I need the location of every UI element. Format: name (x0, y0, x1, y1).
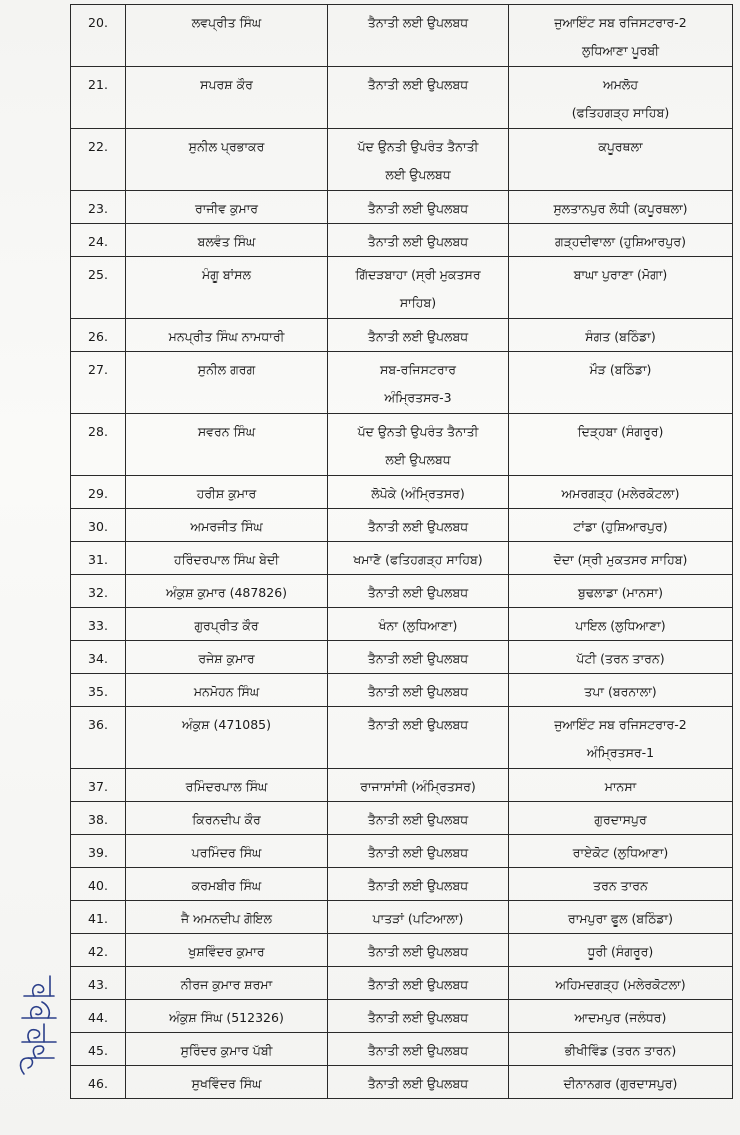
current-posting-line: ਤੈਨਾਤੀ ਲਈ ਉਪਲਬਧ (367, 878, 469, 893)
table-row (71, 224, 733, 257)
new-posting-cell (509, 802, 733, 835)
new-posting-line: ਤਪਾ (ਬਰਨਾਲਾ) (584, 684, 657, 699)
table-row (71, 769, 733, 802)
current-posting-line: ਤੈਨਾਤੀ ਲਈ ਉਪਲਬਧ (367, 585, 469, 600)
current-posting-cell (328, 542, 509, 575)
current-posting-cell (328, 414, 509, 476)
current-posting-line: ਤੈਨਾਤੀ ਲਈ ਉਪਲਬਧ (367, 201, 469, 216)
new-posting-line: ਦੋਦਾ (ਸ੍ਰੀ ਮੁਕਤਸਰ ਸਾਹਿਬ) (553, 552, 688, 567)
new-posting-line: ਰਾਏਕੋਟ (ਲੁਧਿਆਣਾ) (572, 845, 669, 860)
current-posting-line: ਤੈਨਾਤੀ ਲਈ ਉਪਲਬਧ (367, 717, 469, 732)
new-posting-cell (509, 707, 733, 769)
serial-number: 21. (88, 77, 108, 92)
current-posting-line: ਤੈਨਾਤੀ ਲਈ ਉਪਲਬਧ (367, 77, 469, 92)
serial-number: 42. (88, 944, 108, 959)
table-row (71, 901, 733, 934)
new-posting-cell (509, 319, 733, 352)
new-posting-line: ਅੰਮ੍ਰਿਤਸਰ-1 (586, 745, 655, 760)
new-posting-cell (509, 674, 733, 707)
serial-number: 36. (88, 717, 108, 732)
new-posting-line: ਤਰਨ ਤਾਰਨ (593, 878, 648, 893)
serial-number-cell (71, 802, 126, 835)
current-posting-line: ਖਮਾਣੋ (ਫਤਿਹਗੜ੍ਹ ਸਾਹਿਬ) (353, 552, 483, 567)
current-posting-cell (328, 5, 509, 67)
table-row (71, 575, 733, 608)
serial-number: 31. (88, 552, 108, 567)
current-posting-line: ਲੋਪੋਕੇ (ਅੰਮ੍ਰਿਤਸਰ) (371, 486, 465, 501)
current-posting-line: ਗਿੱਦੜਬਾਹਾ (ਸ੍ਰੀ ਮੁਕਤਸਰ (355, 267, 481, 282)
officer-name: ਸੁਨੀਲ ਗਰਗ (197, 362, 256, 377)
new-posting-cell (509, 1000, 733, 1033)
current-posting-line: ਅੰਮ੍ਰਿਤਸਰ-3 (384, 390, 452, 405)
new-posting-line: ਭੀਖੀਵਿੰਡ (ਤਰਨ ਤਾਰਨ) (564, 1043, 677, 1058)
officer-name-cell (126, 129, 328, 191)
new-posting-cell (509, 769, 733, 802)
current-posting-cell (328, 575, 509, 608)
serial-number-cell (71, 934, 126, 967)
serial-number-cell (71, 769, 126, 802)
serial-number-cell (71, 129, 126, 191)
serial-number: 35. (88, 684, 108, 699)
new-posting-line: ਬੁਢਲਾਡਾ (ਮਾਨਸਾ) (578, 585, 663, 600)
officer-name: ਕਰਮਬੀਰ ਸਿੰਘ (191, 878, 262, 893)
officer-name: ਰਾਜੀਵ ਕੁਮਾਰ (194, 201, 259, 216)
new-posting-cell (509, 868, 733, 901)
officer-name-cell (126, 608, 328, 641)
current-posting-line: ਪੱਦ ਉਨਤੀ ਉਪਰੰਤ ਤੈਨਾਤੀ (357, 139, 479, 154)
serial-number: 44. (88, 1010, 108, 1025)
serial-number: 30. (88, 519, 108, 534)
officer-name: ਲਵਪ੍ਰੀਤ ਸਿੰਘ (191, 15, 262, 30)
new-posting-line: ਪੱਟੀ (ਤਰਨ ਤਾਰਨ) (576, 651, 665, 666)
officer-name: ਮਨਪ੍ਰੀਤ ਸਿੰਘ ਨਾਮਧਾਰੀ (168, 329, 285, 344)
new-posting-cell (509, 414, 733, 476)
new-posting-line: ਬਾਘਾ ਪੁਰਾਣਾ (ਮੋਗਾ) (573, 267, 668, 282)
table-row (71, 802, 733, 835)
current-posting-line: ਤੈਨਾਤੀ ਲਈ ਉਪਲਬਧ (367, 1043, 469, 1058)
new-posting-line: ਆਦਮਪੁਰ (ਜਲੰਧਰ) (574, 1010, 667, 1025)
officer-name: ਸੁਨੀਲ ਪ੍ਰਭਾਕਰ (188, 139, 265, 154)
table-row (71, 967, 733, 1000)
serial-number-cell (71, 352, 126, 414)
officer-name: ਰਮਿੰਦਰਪਾਲ ਸਿੰਘ (185, 779, 268, 794)
current-posting-line: ਤੈਨਾਤੀ ਲਈ ਉਪਲਬਧ (367, 15, 469, 30)
new-posting-line: ਮੌੜ (ਬਠਿੰਡਾ) (589, 362, 652, 377)
officer-name: ਜੈ ਅਮਨਦੀਪ ਗੋਇਲ (180, 911, 272, 926)
officer-name: ਅੰਕੁਸ਼ (471085) (181, 717, 272, 732)
officer-name-cell (126, 934, 328, 967)
officer-name-cell (126, 835, 328, 868)
officer-name-cell (126, 967, 328, 1000)
current-posting-cell (328, 901, 509, 934)
table-row (71, 1033, 733, 1066)
serial-number: 25. (88, 267, 108, 282)
officer-name: ਨੀਰਜ ਕੁਮਾਰ ਸ਼ਰਮਾ (180, 977, 273, 992)
officer-name-cell (126, 1066, 328, 1099)
new-posting-cell (509, 835, 733, 868)
officer-name-cell (126, 674, 328, 707)
current-posting-cell (328, 257, 509, 319)
serial-number: 46. (88, 1076, 108, 1091)
table-row (71, 641, 733, 674)
serial-number-cell (71, 608, 126, 641)
serial-number-cell (71, 1066, 126, 1099)
current-posting-line: ਤੈਨਾਤੀ ਲਈ ਉਪਲਬਧ (367, 1076, 469, 1091)
serial-number-cell (71, 67, 126, 129)
serial-number-cell (71, 901, 126, 934)
serial-number: 27. (88, 362, 108, 377)
serial-number: 34. (88, 651, 108, 666)
officer-name: ਅਮਰਜੀਤ ਸਿੰਘ (190, 519, 263, 534)
serial-number-cell (71, 674, 126, 707)
current-posting-cell (328, 674, 509, 707)
serial-number: 33. (88, 618, 108, 633)
current-posting-cell (328, 769, 509, 802)
new-posting-line: ਸੁਲਤਾਨਪੁਰ ਲੋਧੀ (ਕਪੂਰਥਲਾ) (553, 201, 688, 216)
new-posting-cell (509, 934, 733, 967)
handwritten-signature (10, 962, 70, 1082)
officer-name-cell (126, 1000, 328, 1033)
table-row (71, 835, 733, 868)
table-row (71, 1000, 733, 1033)
officer-name-cell (126, 868, 328, 901)
current-posting-cell (328, 319, 509, 352)
new-posting-line: ਦਿੜ੍ਹਬਾ (ਸੰਗਰੂਰ) (577, 424, 664, 439)
table-row (71, 129, 733, 191)
new-posting-cell (509, 542, 733, 575)
table-row (71, 5, 733, 67)
current-posting-line: ਸਾਹਿਬ) (399, 295, 437, 310)
serial-number-cell (71, 707, 126, 769)
new-posting-line: ਕਪੂਰਥਲਾ (598, 139, 643, 154)
officer-name-cell (126, 319, 328, 352)
current-posting-cell (328, 934, 509, 967)
current-posting-cell (328, 67, 509, 129)
current-posting-cell (328, 707, 509, 769)
table-row (71, 1066, 733, 1099)
officer-name: ਹਰੀਸ਼ ਕੁਮਾਰ (196, 486, 257, 501)
serial-number: 45. (88, 1043, 108, 1058)
current-posting-line: ਲਈ ਉਪਲਬਧ (385, 452, 451, 467)
serial-number: 32. (88, 585, 108, 600)
new-posting-line: ਟਾਂਡਾ (ਹੁਸ਼ਿਆਰਪੁਰ) (573, 519, 668, 534)
current-posting-line: ਰਾਜਾਸਾਂਸੀ (ਅੰਮ੍ਰਿਤਸਰ) (360, 779, 476, 794)
new-posting-line: ਲੁਧਿਆਣਾ ਪੂਰਬੀ (581, 43, 659, 58)
serial-number: 22. (88, 139, 108, 154)
current-posting-cell (328, 476, 509, 509)
serial-number: 24. (88, 234, 108, 249)
new-posting-cell (509, 67, 733, 129)
current-posting-line: ਤੈਨਾਤੀ ਲਈ ਉਪਲਬਧ (367, 329, 469, 344)
serial-number: 40. (88, 878, 108, 893)
officer-name: ਕਿਰਨਦੀਪ ਕੌਰ (192, 812, 261, 827)
officer-name: ਸਪਰਸ਼ ਕੌਰ (200, 77, 253, 92)
table-row (71, 868, 733, 901)
current-posting-line: ਪੱਦ ਉਨਤੀ ਉਪਰੰਤ ਤੈਨਾਤੀ (357, 424, 479, 439)
current-posting-line: ਪਾਤੜਾਂ (ਪਟਿਆਲਾ) (372, 911, 464, 926)
serial-number: 39. (88, 845, 108, 860)
transfer-table (70, 4, 733, 1099)
officer-name: ਸੁਰਿੰਦਰ ਕੁਮਾਰ ਪੱਬੀ (180, 1043, 273, 1058)
officer-name-cell (126, 67, 328, 129)
serial-number: 29. (88, 486, 108, 501)
officer-name-cell (126, 257, 328, 319)
current-posting-cell (328, 608, 509, 641)
officer-name-cell (126, 5, 328, 67)
table-row (71, 191, 733, 224)
serial-number-cell (71, 575, 126, 608)
officer-name: ਗੁਰਪ੍ਰੀਤ ਕੌਰ (194, 618, 259, 633)
officer-name: ਪਰਮਿੰਦਰ ਸਿੰਘ (191, 845, 262, 860)
table-row (71, 674, 733, 707)
serial-number-cell (71, 509, 126, 542)
table-row (71, 352, 733, 414)
officer-name-cell (126, 707, 328, 769)
officer-name-cell (126, 224, 328, 257)
serial-number: 20. (88, 15, 108, 30)
new-posting-line: ਪਾਇਲ (ਲੁਧਿਆਣਾ) (575, 618, 666, 633)
current-posting-cell (328, 191, 509, 224)
new-posting-cell (509, 608, 733, 641)
current-posting-line: ਤੈਨਾਤੀ ਲਈ ਉਪਲਬਧ (367, 234, 469, 249)
new-posting-cell (509, 967, 733, 1000)
serial-number: 43. (88, 977, 108, 992)
current-posting-line: ਤੈਨਾਤੀ ਲਈ ਉਪਲਬਧ (367, 845, 469, 860)
current-posting-cell (328, 224, 509, 257)
officer-name-cell (126, 1033, 328, 1066)
current-posting-line: ਸਬ-ਰਜਿਸਟਰਾਰ (380, 362, 456, 377)
new-posting-cell (509, 224, 733, 257)
current-posting-cell (328, 641, 509, 674)
transfer-table-body (71, 5, 733, 1099)
current-posting-line: ਤੈਨਾਤੀ ਲਈ ਉਪਲਬਧ (367, 684, 469, 699)
table-row (71, 707, 733, 769)
officer-name-cell (126, 352, 328, 414)
officer-name-cell (126, 802, 328, 835)
serial-number: 28. (88, 424, 108, 439)
table-row (71, 476, 733, 509)
serial-number-cell (71, 542, 126, 575)
new-posting-cell (509, 901, 733, 934)
officer-name-cell (126, 901, 328, 934)
serial-number: 37. (88, 779, 108, 794)
officer-name-cell (126, 509, 328, 542)
table-row (71, 319, 733, 352)
current-posting-cell (328, 1066, 509, 1099)
new-posting-cell (509, 257, 733, 319)
current-posting-line: ਤੈਨਾਤੀ ਲਈ ਉਪਲਬਧ (367, 812, 469, 827)
new-posting-line: ਅਹਿਮਦਗੜ੍ਹ (ਮਲੇਰਕੋਟਲਾ) (555, 977, 686, 992)
officer-name-cell (126, 414, 328, 476)
serial-number-cell (71, 319, 126, 352)
new-posting-line: ਗੁਰਦਾਸਪੁਰ (594, 812, 647, 827)
serial-number-cell (71, 224, 126, 257)
table-row (71, 934, 733, 967)
serial-number-cell (71, 641, 126, 674)
serial-number-cell (71, 967, 126, 1000)
serial-number: 41. (88, 911, 108, 926)
new-posting-cell (509, 352, 733, 414)
current-posting-line: ਤੈਨਾਤੀ ਲਈ ਉਪਲਬਧ (367, 1010, 469, 1025)
new-posting-cell (509, 191, 733, 224)
new-posting-line: ਦੀਨਾਨਗਰ (ਗੁਰਦਾਸਪੁਰ) (563, 1076, 678, 1091)
officer-name-cell (126, 641, 328, 674)
current-posting-cell (328, 967, 509, 1000)
current-posting-line: ਤੈਨਾਤੀ ਲਈ ਉਪਲਬਧ (367, 944, 469, 959)
officer-name: ਮਨਮੋਹਨ ਸਿੰਘ (193, 684, 260, 699)
new-posting-line: ਜੁਆਇੰਟ ਸਬ ਰਜਿਸਟਰਾਰ-2 (554, 717, 687, 732)
current-posting-line: ਲਈ ਉਪਲਬਧ (385, 167, 451, 182)
table-row (71, 608, 733, 641)
new-posting-line: ਗੜ੍ਹਦੀਵਾਲਾ (ਹੁਸ਼ਿਆਰਪੁਰ) (555, 234, 686, 249)
new-posting-cell (509, 575, 733, 608)
new-posting-line: (ਫਤਿਹਗੜ੍ਹ ਸਾਹਿਬ) (571, 105, 670, 120)
serial-number-cell (71, 191, 126, 224)
serial-number-cell (71, 1033, 126, 1066)
current-posting-cell (328, 802, 509, 835)
serial-number: 38. (88, 812, 108, 827)
current-posting-line: ਤੈਨਾਤੀ ਲਈ ਉਪਲਬਧ (367, 519, 469, 534)
serial-number-cell (71, 414, 126, 476)
officer-name: ਖੁਸ਼ਵਿੰਦਰ ਕੁਮਾਰ (188, 944, 265, 959)
new-posting-cell (509, 509, 733, 542)
new-posting-line: ਅਮਲੋਹ (602, 77, 639, 92)
new-posting-line: ਸੰਗਤ (ਬਠਿੰਡਾ) (585, 329, 656, 344)
current-posting-cell (328, 1000, 509, 1033)
officer-name: ਮੰਗੂ ਬਾਂਸਲ (201, 267, 251, 282)
serial-number: 23. (88, 201, 108, 216)
officer-name: ਬਲਵੰਤ ਸਿੰਘ (197, 234, 256, 249)
current-posting-line: ਖੰਨਾ (ਲੁਧਿਆਣਾ) (378, 618, 458, 633)
serial-number-cell (71, 1000, 126, 1033)
new-posting-line: ਧੂਰੀ (ਸੰਗਰੂਰ) (587, 944, 654, 959)
officer-name: ਅੰਕੁਸ਼ ਕੁਮਾਰ (487826) (165, 585, 288, 600)
new-posting-cell (509, 129, 733, 191)
officer-name: ਹਰਿੰਦਰਪਾਲ ਸਿੰਘ ਬੇਦੀ (174, 552, 279, 567)
officer-name: ਸਵਰਨ ਸਿੰਘ (197, 424, 256, 439)
table-row (71, 509, 733, 542)
current-posting-cell (328, 835, 509, 868)
current-posting-cell (328, 509, 509, 542)
serial-number-cell (71, 476, 126, 509)
serial-number-cell (71, 257, 126, 319)
new-posting-line: ਜੁਆਇੰਟ ਸਬ ਰਜਿਸਟਰਾਰ-2 (554, 15, 687, 30)
officer-name-cell (126, 476, 328, 509)
officer-name-cell (126, 575, 328, 608)
officer-name: ਅੰਕੁਸ਼ ਸਿੰਘ (512326) (169, 1010, 284, 1025)
new-posting-cell (509, 476, 733, 509)
current-posting-cell (328, 1033, 509, 1066)
officer-name-cell (126, 191, 328, 224)
serial-number-cell (71, 5, 126, 67)
officer-name-cell (126, 542, 328, 575)
officer-name-cell (126, 769, 328, 802)
signature-icon (10, 962, 70, 1082)
current-posting-line: ਤੈਨਾਤੀ ਲਈ ਉਪਲਬਧ (367, 977, 469, 992)
table-row (71, 67, 733, 129)
table-row (71, 257, 733, 319)
current-posting-cell (328, 129, 509, 191)
serial-number-cell (71, 835, 126, 868)
new-posting-line: ਅਮਰਗੜ੍ਹ (ਮਲੇਰਕੋਟਲਾ) (561, 486, 680, 501)
new-posting-line: ਮਾਨਸਾ (604, 779, 637, 794)
officer-name: ਰਜੇਸ਼ ਕੁਮਾਰ (198, 651, 255, 666)
new-posting-cell (509, 5, 733, 67)
current-posting-line: ਤੈਨਾਤੀ ਲਈ ਉਪਲਬਧ (367, 651, 469, 666)
new-posting-cell (509, 1066, 733, 1099)
table-row (71, 542, 733, 575)
new-posting-cell (509, 1033, 733, 1066)
table-row (71, 414, 733, 476)
current-posting-cell (328, 868, 509, 901)
officer-name: ਸੁਖਵਿੰਦਰ ਸਿੰਘ (191, 1076, 262, 1091)
new-posting-cell (509, 641, 733, 674)
serial-number: 26. (88, 329, 108, 344)
serial-number-cell (71, 868, 126, 901)
new-posting-line: ਰਾਮਪੁਰਾ ਫੂਲ (ਬਠਿੰਡਾ) (568, 911, 673, 926)
current-posting-cell (328, 352, 509, 414)
